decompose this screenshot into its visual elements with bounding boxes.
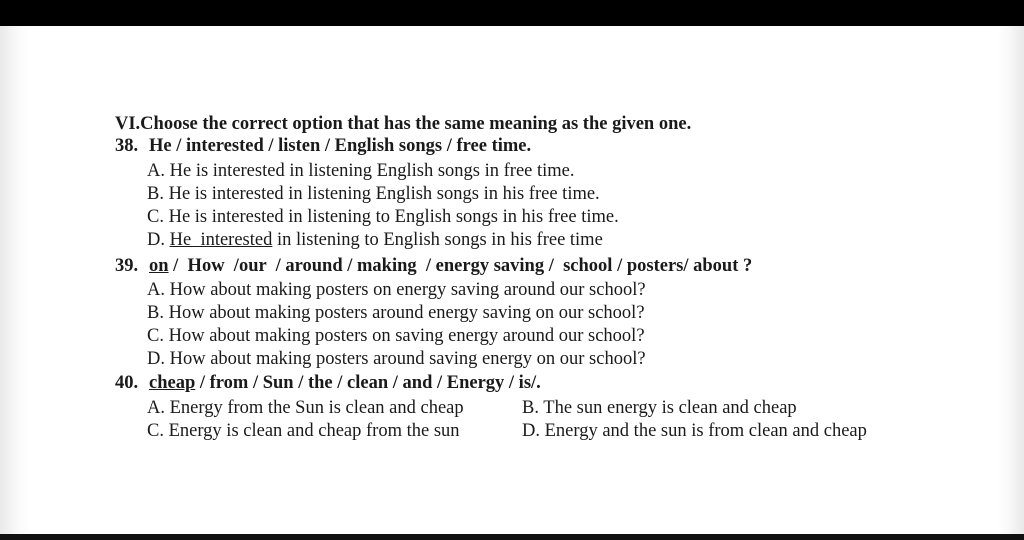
option-text-underlined: He interested [169,230,273,250]
option-letter: D. [147,349,165,369]
option-38-b [147,184,600,205]
question-number: 39. [115,256,139,276]
option-letter: A. [147,161,165,181]
option-letter: A. [147,398,165,418]
option-text: He is interested in listening English songs in free time. [169,161,575,181]
option-39-b [147,303,645,324]
question-prompt: / How /our / around / making / energy saving / school / posters/ about ? [168,256,753,276]
option-text: Energy from the Sun is clean and cheap [169,398,464,418]
page-right-margin [996,26,1024,534]
option-text: How about making posters around energy saving on our school? [168,303,645,323]
option-text: The sun energy is clean and cheap [543,398,797,418]
question-40 [115,373,541,394]
option-39-a [147,280,646,301]
option-letter: D. [522,421,540,441]
question-prompt-underlined: cheap [149,373,196,393]
option-text: He is interested in listening to English songs in his free time. [168,207,619,227]
option-40-d [522,421,867,442]
option-39-c [147,326,645,347]
option-letter: A. [147,280,165,300]
option-40-c [147,421,460,442]
option-38-a [147,161,575,182]
bottom-edge [0,534,1024,540]
question-prompt: / from / Sun / the / clean / and / Energy / is/. [195,373,541,393]
option-text: How about making posters on energy saving around our school? [169,280,646,300]
option-text: Energy and the sun is from clean and cheap [544,421,867,441]
option-letter: B. [147,184,164,204]
option-letter: C. [147,326,164,346]
option-text: Energy is clean and cheap from the sun [168,421,460,441]
option-text: in listening to English songs in his free time [272,230,603,250]
question-39 [115,256,752,277]
option-letter: C. [147,207,164,227]
option-39-d [147,349,646,370]
question-prompt: He / interested / listen / English songs / free time. [149,136,532,156]
option-40-b [522,398,797,419]
option-38-d [147,230,603,251]
section-heading: VI.Choose the correct option that has the same meaning as the given one. [115,114,692,134]
option-text: He is interested in listening English songs in his free time. [168,184,600,204]
question-number: 40. [115,373,139,393]
option-text: How about making posters around saving energy on our school? [169,349,646,369]
option-letter: D. [147,230,165,250]
worksheet-page [0,26,1024,534]
option-letter: B. [522,398,539,418]
question-prompt-underlined: on [149,256,169,276]
option-text: How about making posters on saving energy around our school? [168,326,645,346]
option-40-a [147,398,464,419]
option-letter: B. [147,303,164,323]
question-38 [115,136,531,157]
option-38-c [147,207,619,228]
page-left-margin [0,26,30,534]
question-number: 38. [115,136,139,156]
option-letter: C. [147,421,164,441]
